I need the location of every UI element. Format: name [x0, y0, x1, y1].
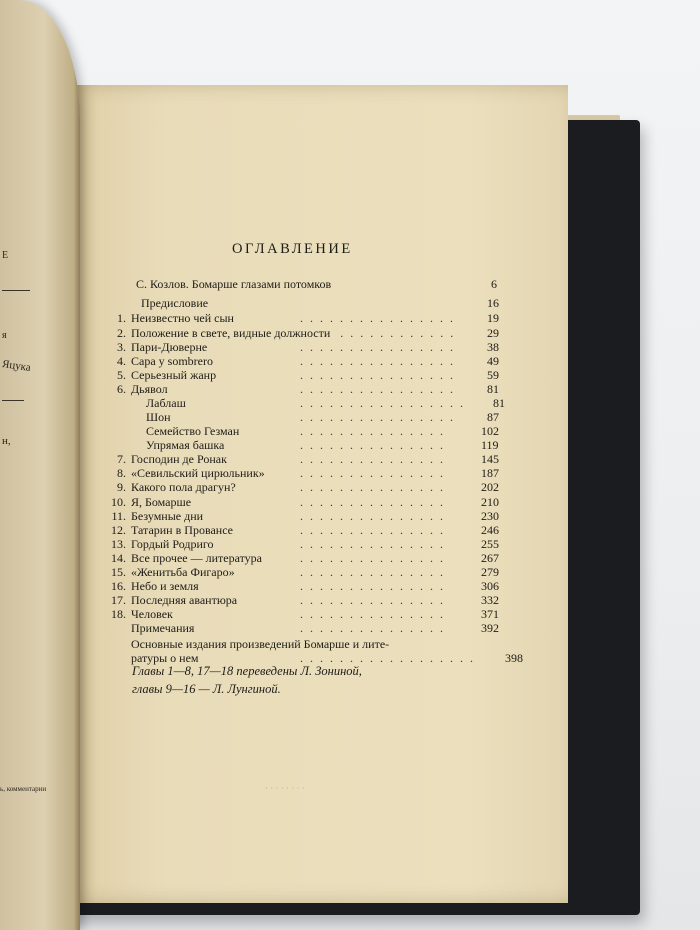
- toc-entry-title: Основные издания произведений Бомарше и лите-: [131, 637, 390, 651]
- toc-entry-title: Серьезный жанр: [131, 368, 217, 382]
- left-page-fragment: н,: [2, 435, 11, 447]
- toc-entry-number: 18.: [111, 607, 126, 621]
- toc-entry-title: Упрямая башка: [146, 438, 225, 452]
- toc-entry-page: 81: [493, 396, 505, 410]
- toc-entry-title: Сара у sombrero: [131, 354, 213, 368]
- toc-leader-dots: ...............: [300, 424, 450, 438]
- toc-entry-title: Лаблаш: [146, 396, 186, 410]
- toc-entry-number: 11.: [111, 509, 126, 523]
- toc-entry-title: Татарин в Провансе: [131, 523, 233, 537]
- toc-entry-page: 230: [481, 509, 499, 523]
- toc-leader-dots: ............: [340, 326, 461, 340]
- bleed-through-text: · · · · · · · ·: [265, 783, 305, 793]
- toc-entry-page: 187: [481, 466, 499, 480]
- toc-entry-number: 14.: [111, 551, 126, 565]
- toc-entry-page: 38: [487, 340, 499, 354]
- toc-entry-number: 10.: [111, 495, 126, 509]
- toc-entry-number: 12.: [111, 523, 126, 537]
- toc-entry-title: Пари-Дюверне: [131, 340, 208, 354]
- toc-entry-page: 398: [505, 651, 523, 665]
- toc-leader-dots: ..................: [300, 651, 480, 665]
- toc-entry-title: Господин де Ронак: [131, 452, 227, 466]
- toc-entry-page: 145: [481, 452, 499, 466]
- toc-entry: [117, 382, 168, 396]
- toc-entry-number: 4.: [117, 354, 126, 368]
- toc-entry: [111, 495, 192, 509]
- toc-entry-title: Какого пола драгун?: [131, 480, 236, 494]
- toc-entry-number: 7.: [117, 452, 126, 466]
- toc-entry-title: Положение в свете, видные должности: [131, 326, 331, 340]
- toc-entry-title: Я, Бомарше: [131, 495, 192, 509]
- toc-entry-title: ратуры о нем: [131, 651, 199, 665]
- toc-leader-dots: ...............: [300, 523, 450, 537]
- toc-entry-page: 255: [481, 537, 499, 551]
- toc-entry: [117, 326, 331, 340]
- toc-leader-dots: ...............: [300, 593, 450, 607]
- toc-entry: [117, 340, 208, 354]
- toc-entry-page: 267: [481, 551, 499, 565]
- toc-leader-dots: ...............: [300, 565, 450, 579]
- toc-entry: [131, 637, 389, 651]
- toc-entry-number: 8.: [117, 466, 126, 480]
- toc-leader-dots: ...............: [300, 551, 450, 565]
- left-page-fragment: ь, комментарии: [0, 785, 47, 793]
- toc-entry: [146, 438, 224, 452]
- toc-entry-title: «Севильский цирюльник»: [131, 466, 265, 480]
- toc-entry-page: 210: [481, 495, 499, 509]
- toc-entry-page: 49: [487, 354, 499, 368]
- toc-leader-dots: ...............: [300, 537, 450, 551]
- toc-leader-dots: ................: [300, 311, 460, 325]
- toc-leader-dots: ...............: [300, 466, 450, 480]
- toc-entry: [117, 480, 236, 494]
- toc-entry-page: 306: [481, 579, 499, 593]
- toc-entry: [117, 368, 217, 382]
- toc-entry: [131, 621, 194, 635]
- toc-entry-page: 81: [487, 382, 499, 396]
- toc-entry-number: 5.: [117, 368, 126, 382]
- toc-leader-dots: ................: [300, 354, 460, 368]
- translators-note-line-2: главы 9—16 — Л. Лунгиной.: [132, 682, 281, 696]
- toc-leader-dots: ...............: [300, 607, 450, 621]
- toc-leader-dots: ...............: [300, 621, 450, 635]
- toc-entry: [111, 537, 214, 551]
- toc-leader-dots: ................: [300, 368, 460, 382]
- toc-entry: [111, 551, 263, 565]
- toc-entry-title: Дьявол: [131, 382, 168, 396]
- toc-entry: [111, 565, 235, 579]
- toc-leader-dots: ...............: [300, 495, 450, 509]
- toc-entry: [111, 523, 233, 537]
- toc-entry: [117, 354, 213, 368]
- toc-leader-dots: ...............: [300, 579, 450, 593]
- toc-entry-title: Человек: [131, 607, 173, 621]
- toc-entry-number: 15.: [111, 565, 126, 579]
- toc-entry-title: Предисловие: [141, 296, 209, 310]
- toc-leader-dots: ................: [300, 410, 460, 424]
- toc-entry-title: «Женитьба Фигаро»: [131, 565, 235, 579]
- toc-entry-title: Семейство Гезман: [146, 424, 240, 438]
- toc-entry-page: 29: [487, 326, 499, 340]
- toc-leader-dots: ................: [300, 340, 460, 354]
- toc-entry-title: Неизвестно чей сын: [131, 311, 234, 325]
- toc-entry-number: 1.: [117, 311, 126, 325]
- toc-entry: [117, 452, 227, 466]
- toc-entry-title: Шон: [146, 410, 171, 424]
- toc-entry-number: 3.: [117, 340, 126, 354]
- toc-entry: [117, 466, 265, 480]
- toc-entry: [111, 593, 238, 607]
- toc-entry-number: 16.: [111, 579, 126, 593]
- toc-entry: [131, 651, 199, 665]
- toc-entry-title: Примечания: [131, 621, 195, 635]
- toc-leader-dots: ...............: [300, 509, 450, 523]
- left-page-fragment: Е: [2, 250, 9, 261]
- toc-entry-page: 119: [481, 438, 499, 452]
- toc-entry-title: Все прочее — литература: [131, 551, 263, 565]
- toc-entry-page: 371: [481, 607, 499, 621]
- toc-entry: [146, 410, 171, 424]
- toc-entry-number: 9.: [117, 480, 126, 494]
- toc-entry-title: Небо и земля: [131, 579, 199, 593]
- toc-entry-page: 59: [487, 368, 499, 382]
- toc-entry-page: 102: [481, 424, 499, 438]
- toc-entry-page: 202: [481, 480, 499, 494]
- toc-leader-dots: .................: [300, 396, 470, 410]
- toc-entry-number: 2.: [117, 326, 126, 340]
- toc-entry: [111, 607, 173, 621]
- toc-entry-page: 246: [481, 523, 499, 537]
- toc-entry-number: 13.: [111, 537, 126, 551]
- toc-entry: [111, 579, 199, 593]
- toc-entry-page: 6: [491, 277, 497, 291]
- toc-leader-dots: ................: [300, 382, 460, 396]
- toc-entry-page: 87: [487, 410, 499, 424]
- translators-note-line-1: Главы 1—8, 17—18 переведены Л. Зониной,: [132, 664, 362, 678]
- toc-entry-page: 392: [481, 621, 499, 635]
- toc-entry-page: 332: [481, 593, 499, 607]
- page-title: ОГЛАВЛЕНИЕ: [232, 241, 353, 257]
- toc-entry-title: С. Козлов. Бомарше глазами потомков: [136, 277, 332, 291]
- toc-entry-page: 19: [487, 311, 499, 325]
- toc-entry: [136, 277, 331, 291]
- toc-entry-number: 17.: [111, 593, 126, 607]
- toc-entry-title: Гордый Родриго: [131, 537, 214, 551]
- toc-entry-title: Безумные дни: [131, 509, 204, 523]
- toc-entry-number: 6.: [117, 382, 126, 396]
- toc-entry: [141, 296, 208, 310]
- toc-entry: [146, 424, 239, 438]
- toc-entry-title: Последняя авантюра: [131, 593, 238, 607]
- toc-entry: [146, 396, 186, 410]
- toc-leader-dots: ...............: [300, 452, 450, 466]
- toc-entry-page: 279: [481, 565, 499, 579]
- toc-leader-dots: ...............: [300, 438, 450, 452]
- toc-entry: [111, 509, 204, 523]
- toc-entry-page: 16: [487, 296, 499, 310]
- left-page-fragment: Яцука: [1, 358, 32, 374]
- toc-leader-dots: ...............: [300, 480, 450, 494]
- left-page-fragment: я: [2, 330, 7, 341]
- toc-entry: [117, 311, 234, 325]
